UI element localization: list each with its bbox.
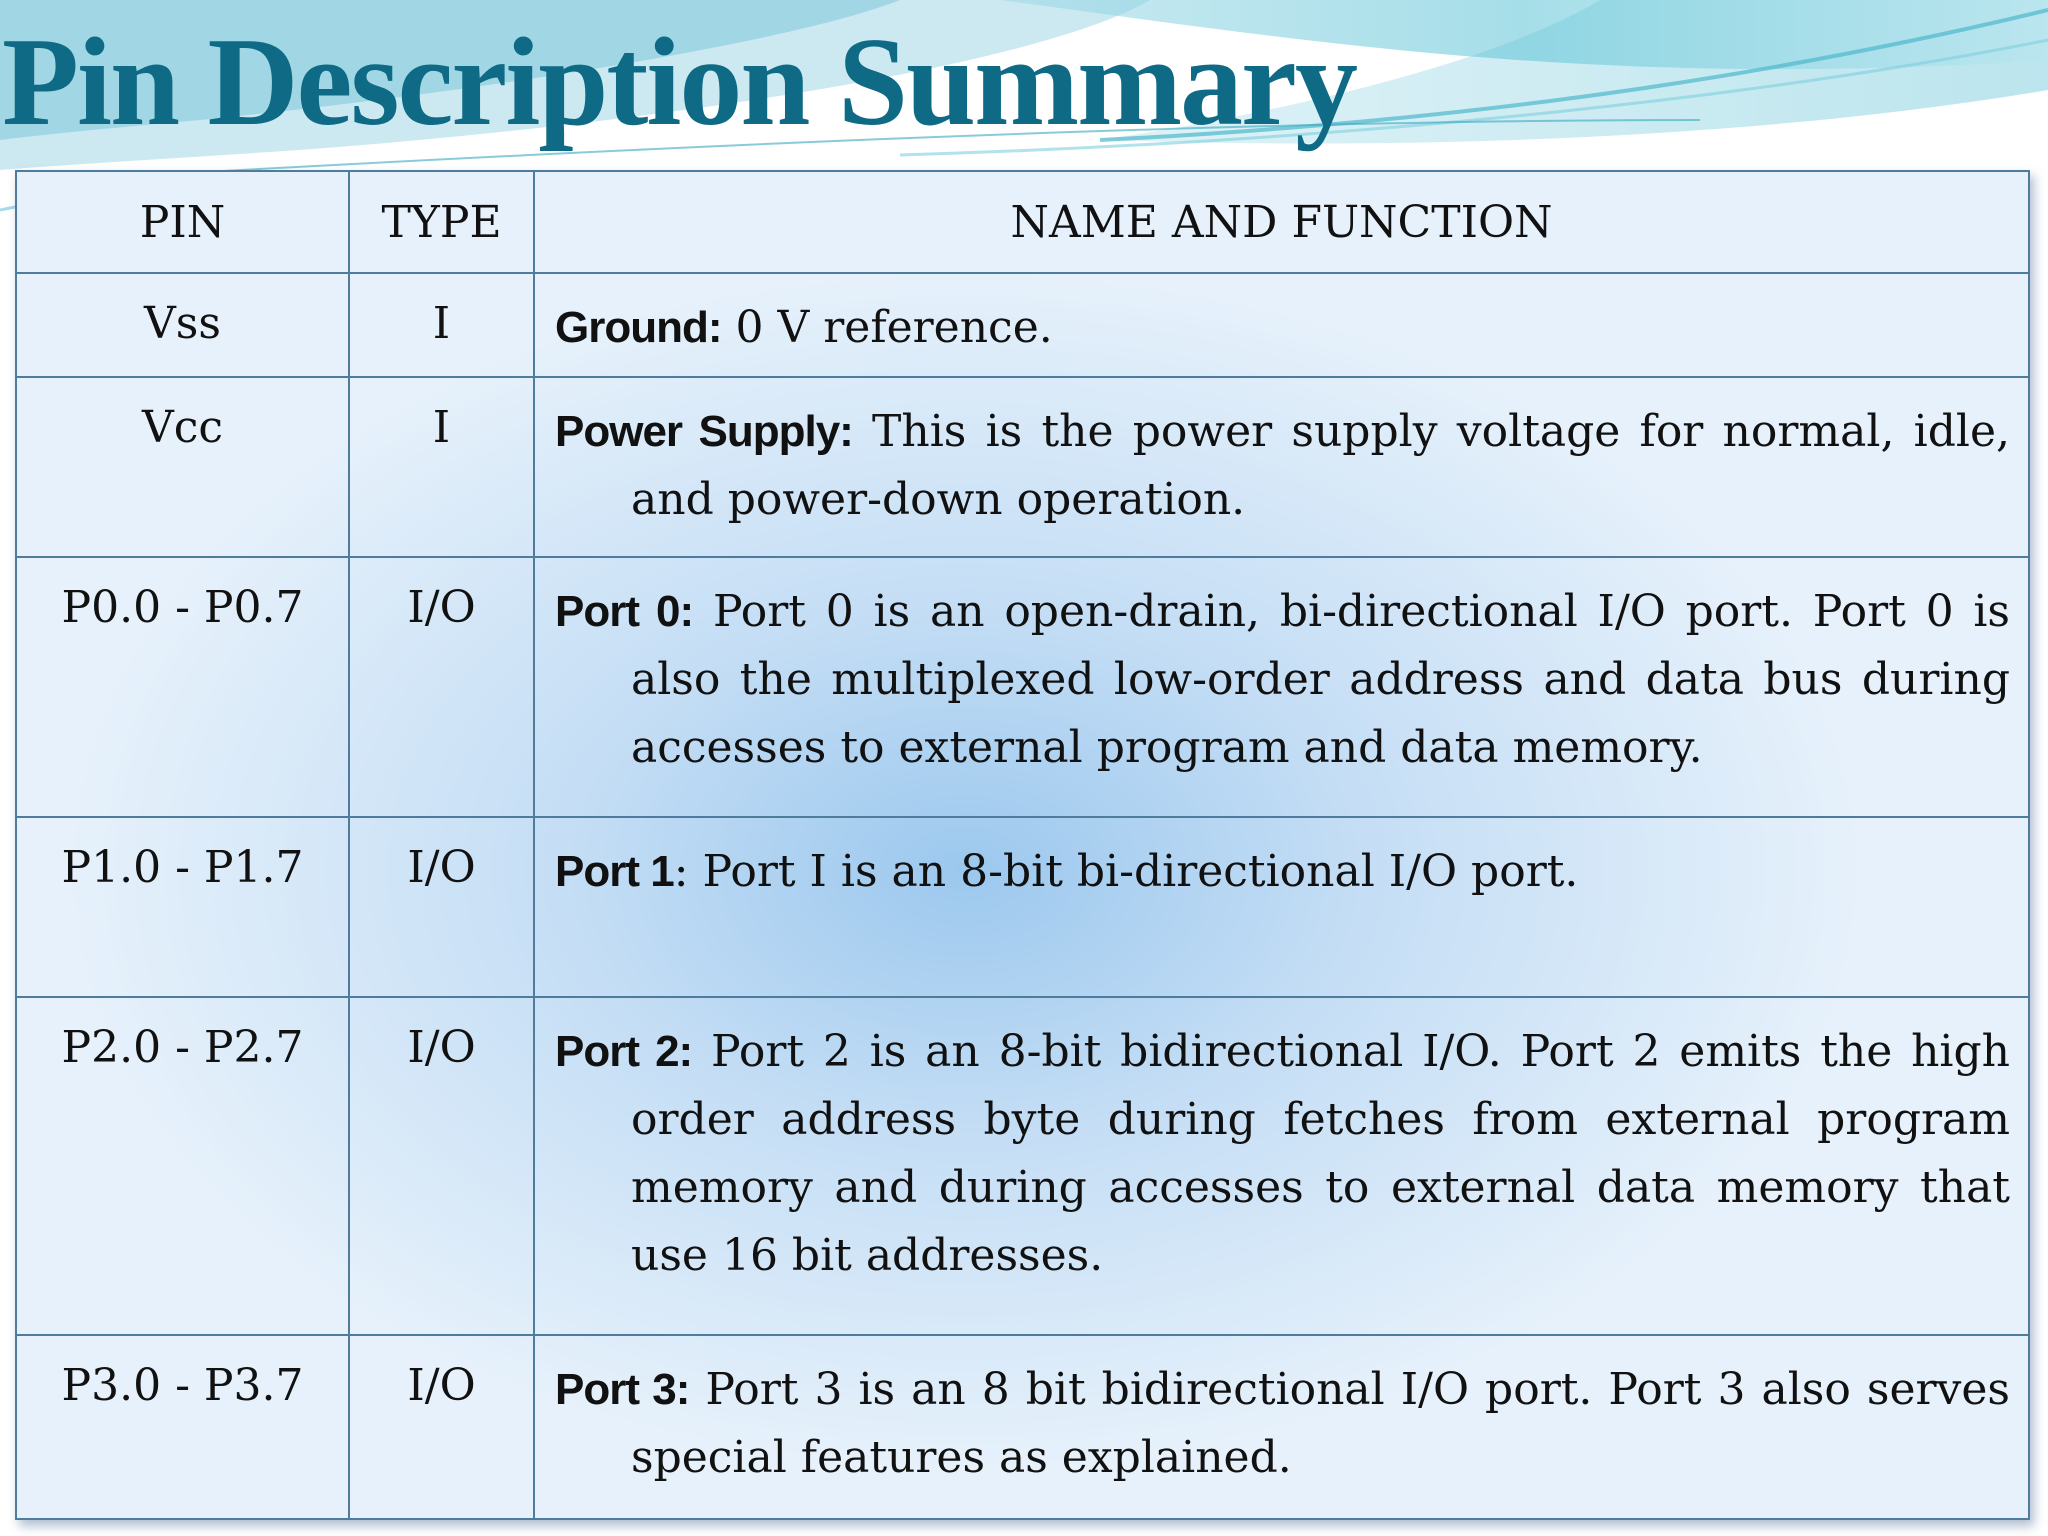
type-cell: I/O bbox=[349, 557, 534, 817]
pin-function-name: Port 3: bbox=[555, 1365, 690, 1414]
pin-function-text: This is the power supply voltage for normal, idle, and power-down operation. bbox=[631, 406, 2010, 525]
pin-cell: Vss bbox=[16, 273, 349, 377]
header-type: TYPE bbox=[349, 171, 534, 273]
slide-title: Pin Description Summary bbox=[2, 13, 1356, 152]
description-cell bbox=[534, 817, 2029, 997]
header-pin: PIN bbox=[16, 171, 349, 273]
table-row bbox=[16, 377, 2029, 557]
pin-function-name: Power Supply: bbox=[555, 407, 853, 456]
table-row bbox=[16, 997, 2029, 1335]
header-name-function: NAME AND FUNCTION bbox=[534, 171, 2029, 273]
pin-function-text: Port 2 is an 8-bit bidirectional I/O. Port 2 emits the high order address byte during fetches from external program memory and during accesses to external data memory that use 16 bit addresses. bbox=[631, 1026, 2010, 1281]
table-row bbox=[16, 1335, 2029, 1519]
pin-cell: P0.0 - P0.7 bbox=[16, 557, 349, 817]
description-cell bbox=[534, 377, 2029, 557]
description-cell bbox=[534, 997, 2029, 1335]
pin-cell: P2.0 - P2.7 bbox=[16, 997, 349, 1335]
pin-function-name: Port 1 bbox=[555, 847, 674, 896]
type-cell: I bbox=[349, 377, 534, 557]
description-cell bbox=[534, 1335, 2029, 1519]
table-header-row bbox=[16, 171, 2029, 273]
pin-cell: P3.0 - P3.7 bbox=[16, 1335, 349, 1519]
pin-cell: P1.0 - P1.7 bbox=[16, 817, 349, 997]
pin-function-text: 0 V reference. bbox=[721, 302, 1053, 353]
description-cell bbox=[534, 557, 2029, 817]
type-cell: I/O bbox=[349, 997, 534, 1335]
pin-function-text: : Port I is an 8-bit bi-directional I/O port. bbox=[673, 846, 1579, 897]
description-cell bbox=[534, 273, 2029, 377]
type-cell: I/O bbox=[349, 1335, 534, 1519]
pin-function-name: Ground: bbox=[555, 303, 722, 352]
pin-cell: Vcc bbox=[16, 377, 349, 557]
pin-function-name: Port 2: bbox=[555, 1027, 693, 1076]
table-row bbox=[16, 557, 2029, 817]
type-cell: I bbox=[349, 273, 534, 377]
pin-function-text: Port 0 is an open-drain, bi-directional I/O port. Port 0 is also the multiplexed low-order address and data bus during accesses to external program and data memory. bbox=[631, 586, 2010, 773]
table-row bbox=[16, 817, 2029, 997]
pin-table-container bbox=[15, 170, 2030, 1520]
pin-function-text: Port 3 is an 8 bit bidirectional I/O port. Port 3 also serves special features as explained. bbox=[631, 1364, 2011, 1483]
pin-description-table bbox=[15, 170, 2030, 1520]
table-row bbox=[16, 273, 2029, 377]
type-cell: I/O bbox=[349, 817, 534, 997]
pin-function-name: Port 0: bbox=[555, 587, 694, 636]
